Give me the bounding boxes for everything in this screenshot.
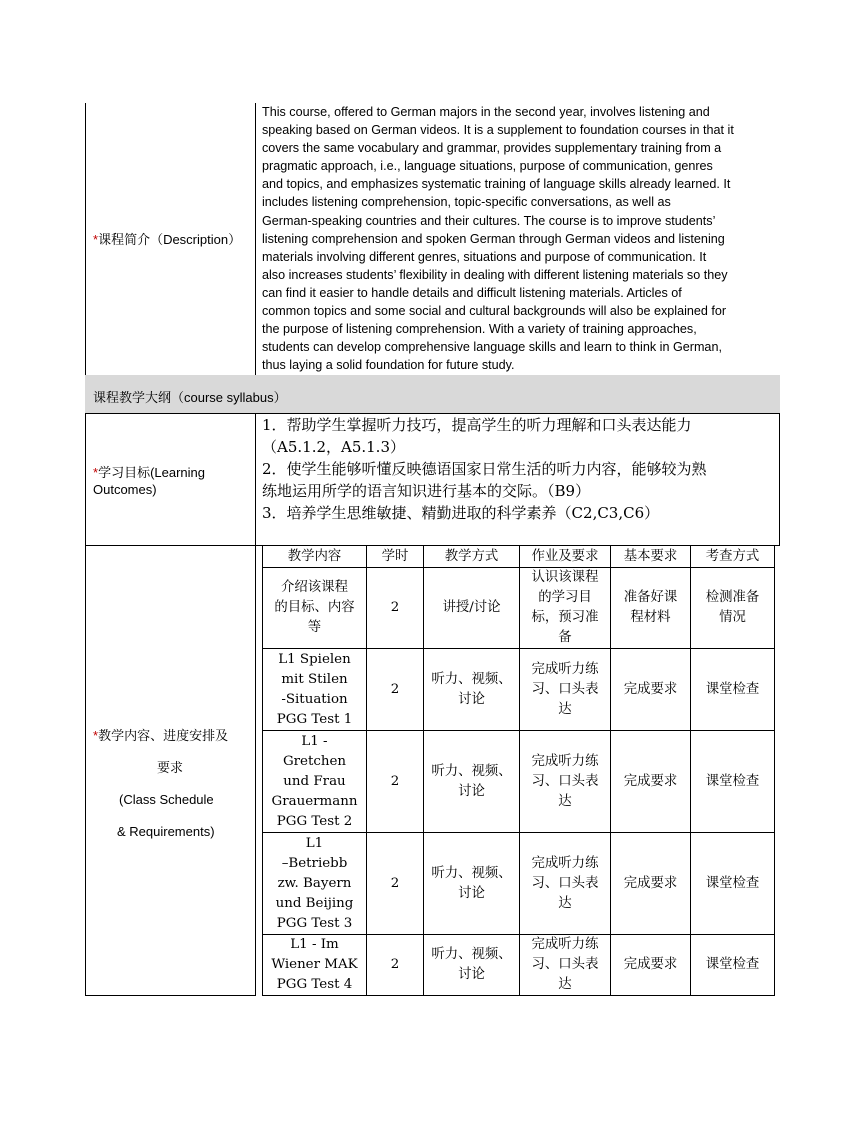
cell-line: 的目标、内容 (274, 600, 355, 615)
cell-line: 情况 (719, 610, 746, 625)
header-content: 教学内容 (263, 546, 367, 568)
cell-content (263, 568, 367, 649)
outcomes-label (93, 464, 205, 498)
syllabus-title: 课程教学大纲（course syllabus） (93, 390, 287, 405)
cell-line: 听力、视频、 (431, 947, 512, 962)
cell-line: -Situation (281, 691, 348, 707)
cell-homework (520, 935, 611, 996)
cell-method (424, 568, 520, 649)
cell-line: zw. Bayern (277, 875, 352, 891)
cell-homework (520, 568, 611, 649)
cell-method (424, 649, 520, 731)
table-row (263, 649, 775, 731)
cell-line: 备 (558, 630, 572, 645)
cell-assessment (691, 649, 775, 731)
outcome-line: 2．使学生能够听懂反映德语国家日常生活的听力内容，能够较为熟 (262, 460, 707, 478)
cell-line: L1 Spielen (278, 651, 351, 667)
outcomes-text (262, 414, 780, 524)
cell-line: Wiener MAK (271, 957, 358, 972)
cell-basic (611, 731, 691, 833)
outcome-line: 3．培养学生思维敏捷、精勤进取的科学素养（C2,C3,C6） (262, 504, 660, 522)
cell-content (263, 649, 367, 731)
required-mark: * (93, 232, 99, 247)
description-line: materials involving different genres, situations and purpose of communication. It (262, 249, 707, 264)
cell-method (424, 935, 520, 996)
header-assessment: 考查方式 (691, 546, 775, 568)
cell-line: und Beijing (275, 895, 354, 911)
schedule-label-line4: & Requirements) (117, 824, 215, 839)
cell-content (263, 833, 367, 935)
schedule-table (262, 545, 775, 996)
description-line: also increases students’ flexibility in dealing with different listening materials so they (262, 267, 728, 282)
outcome-line: 练地运用所学的语言知识进行基本的交际。（B9） (262, 482, 591, 500)
cell-line: 完成要求 (623, 875, 678, 891)
cell-line: 讨论 (458, 967, 485, 982)
description-line: common topics and some social and cultural backgrounds will also be explained for (262, 304, 727, 319)
cell-hours: 2 (367, 568, 424, 649)
cell-basic (611, 833, 691, 935)
cell-line: L1 (305, 835, 324, 851)
description-text (262, 103, 774, 374)
description-line: the purpose of listening comprehension. With a variety of training approaches, (262, 322, 697, 337)
cell-line: 介绍该课程 (281, 580, 348, 595)
cell-method (424, 731, 520, 833)
cell-line: 标，预习准 (531, 610, 599, 625)
header-method: 教学方式 (424, 546, 520, 568)
cell-line: 准备好课 (623, 590, 678, 605)
cell-line: 听力、视频、 (431, 671, 512, 687)
description-line: covers the same vocabulary and grammar, provides supplementary training from a (262, 141, 722, 156)
cell-line: 完成要求 (623, 957, 678, 972)
description-line: pragmatic approach, i.e., language situations, purpose of communication, genres (262, 159, 713, 174)
cell-homework (520, 649, 611, 731)
cell-assessment (691, 833, 775, 935)
cell-line: 习、口头表 (531, 875, 599, 891)
cell-hours: 2 (367, 833, 424, 935)
cell-hours: 2 (367, 935, 424, 996)
cell-line: 课堂检查 (705, 957, 760, 972)
cell-line: und Frau (283, 773, 346, 789)
cell-line: 达 (558, 793, 572, 809)
cell-line: 完成听力练 (531, 937, 599, 952)
cell-line: –Betriebb (281, 855, 348, 871)
cell-line: 课堂检查 (705, 773, 760, 789)
description-line: and topics, and emphasizes systematic training of language skills already learned. It (262, 177, 731, 192)
header-homework: 作业及要求 (520, 546, 611, 568)
outcomes-label-line1: 学习目标(Learning (98, 465, 205, 480)
frame-divider (255, 413, 256, 996)
cell-line: 习、口头表 (531, 773, 599, 789)
cell-line: 讨论 (458, 783, 485, 799)
required-mark: * (93, 465, 99, 480)
cell-line: PGG Test 2 (276, 813, 353, 829)
header-hours: 学时 (367, 546, 424, 568)
table-row (263, 935, 775, 996)
cell-basic (611, 935, 691, 996)
cell-content (263, 731, 367, 833)
cell-line: mit Stilen (281, 671, 348, 687)
cell-line: Grauermann (271, 793, 358, 809)
frame-left-border (85, 103, 86, 996)
cell-assessment (691, 935, 775, 996)
cell-basic (611, 649, 691, 731)
cell-line: 完成听力练 (531, 753, 599, 769)
cell-line: PGG Test 1 (276, 711, 353, 727)
cell-method (424, 833, 520, 935)
frame-bottom-border (85, 995, 256, 996)
cell-assessment (691, 568, 775, 649)
description-line: speaking based on German videos. It is a supplement to foundation courses in that it (262, 123, 734, 138)
cell-line: Gretchen (282, 753, 347, 769)
schedule-header-row (263, 546, 775, 568)
description-label-text: 课程简介（Description） (98, 232, 242, 247)
cell-line: 认识该课程 (531, 570, 599, 585)
table-row (263, 833, 775, 935)
cell-basic (611, 568, 691, 649)
outcomes-label-line2: Outcomes) (93, 482, 157, 497)
description-line: This course, offered to German majors in the second year, involves listening and (262, 105, 710, 119)
cell-line: 完成听力练 (531, 855, 599, 871)
cell-line: 课堂检查 (705, 681, 760, 697)
cell-line: 习、口头表 (531, 681, 599, 697)
frame-divider (255, 103, 256, 375)
cell-assessment (691, 731, 775, 833)
cell-homework (520, 731, 611, 833)
table-row (263, 568, 775, 649)
cell-line: 达 (558, 895, 572, 911)
cell-line: PGG Test 4 (276, 977, 353, 992)
cell-line: 听力、视频、 (431, 865, 512, 881)
cell-line: PGG Test 3 (276, 915, 353, 931)
table-row (263, 731, 775, 833)
cell-line: 达 (558, 701, 572, 717)
cell-homework (520, 833, 611, 935)
cell-line: 讲授/讨论 (442, 600, 501, 615)
description-line: thus laying a solid foundation for future study. (262, 358, 515, 373)
schedule-label (93, 720, 249, 848)
cell-line: L1 - Im (290, 937, 339, 952)
description-line: listening comprehension and spoken German through German videos and listening (262, 231, 725, 246)
schedule-label-line3: (Class Schedule (119, 792, 214, 807)
cell-line: 完成听力练 (531, 661, 599, 677)
cell-hours: 2 (367, 649, 424, 731)
cell-hours: 2 (367, 731, 424, 833)
cell-line: 程材料 (630, 610, 671, 625)
schedule-label-line2: 要求 (156, 760, 183, 775)
description-line: German-speaking countries and their cultures. The course is to improve students’ (262, 213, 716, 228)
description-label (93, 231, 241, 248)
cell-line: 的学习目 (538, 590, 592, 605)
cell-line: 检测准备 (705, 590, 760, 605)
description-line: includes listening comprehension, topic-specific conversations, as well as (262, 195, 671, 210)
schedule-label-line1: 教学内容、进度安排及 (98, 728, 229, 743)
cell-line: 习、口头表 (531, 957, 599, 972)
header-basic: 基本要求 (611, 546, 691, 568)
cell-line: 听力、视频、 (431, 763, 512, 779)
description-line: students can develop comprehensive language skills and learn to think in German, (262, 340, 722, 355)
cell-line: 课堂检查 (705, 875, 760, 891)
cell-line: 完成要求 (623, 681, 678, 697)
cell-line: 讨论 (458, 691, 485, 707)
outcome-line: （A5.1.2，A5.1.3） (262, 438, 405, 456)
description-line: can find it easier to handle details and difficult listening materials. Articles of (262, 285, 682, 300)
cell-line: 达 (558, 977, 572, 992)
cell-line: 等 (307, 620, 322, 635)
cell-line: 讨论 (458, 885, 485, 901)
cell-line: 完成要求 (623, 773, 678, 789)
required-mark: * (93, 728, 99, 743)
outcome-line: 1．帮助学生掌握听力技巧，提高学生的听力理解和口头表达能力 (262, 416, 692, 434)
cell-content (263, 935, 367, 996)
cell-line: L1 - (301, 733, 328, 749)
